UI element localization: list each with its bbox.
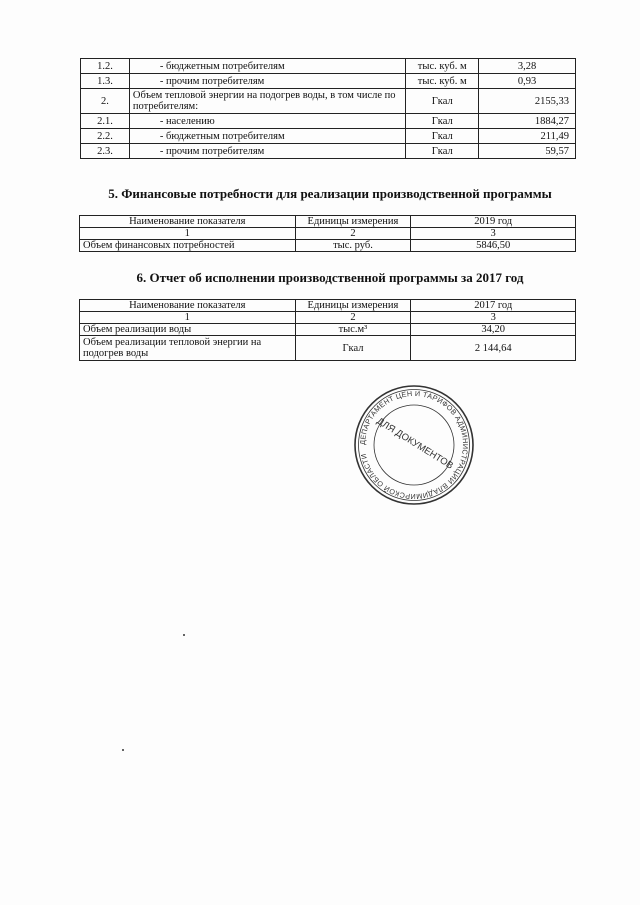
section5-title: 5. Финансовые потребности для реализации производственной программы: [108, 186, 552, 201]
table-row: [80, 240, 576, 252]
row-name: - бюджетным потребителям: [129, 129, 405, 144]
table-row: [81, 74, 576, 89]
row-number: 2.: [81, 89, 130, 114]
table-row: [81, 89, 576, 114]
row-number: 2.2.: [81, 129, 130, 144]
column-index: 1: [80, 312, 296, 324]
column-header: Наименование показателя: [80, 300, 296, 312]
row-unit: тыс. куб. м: [406, 74, 479, 89]
row-name: Объем реализации тепловой энергии на подогрев воды: [80, 336, 296, 361]
row-number: 1.2.: [81, 59, 130, 74]
row-value: 34,20: [411, 324, 576, 336]
row-value: 2155,33: [479, 89, 576, 114]
table-row: [81, 129, 576, 144]
scan-speck: [183, 634, 185, 636]
scan-speck: [122, 749, 124, 751]
table-header-row: [80, 300, 576, 312]
row-value: 2 144,64: [411, 336, 576, 361]
row-unit: Гкал: [406, 129, 479, 144]
row-unit: Гкал: [295, 336, 411, 361]
column-index: 3: [411, 228, 576, 240]
volume-table: [80, 58, 576, 159]
row-name: - населению: [129, 114, 405, 129]
row-unit: Гкал: [406, 89, 479, 114]
stamp-center-text: ДЛЯ ДОКУМЕНТОВ: [374, 415, 455, 472]
section6-title: 6. Отчет об исполнении производственной программы за 2017 год: [136, 270, 524, 285]
row-name: - бюджетным потребителям: [129, 59, 405, 74]
program-report-table: [79, 299, 576, 361]
column-index: 3: [411, 312, 576, 324]
column-header: 2017 год: [411, 300, 576, 312]
stamp-ring-text: ДЕПАРТАМЕНТ ЦЕН И ТАРИФОВ АДМИНИСТРАЦИИ ВЛАДИМИРСКОЙ ОБЛАСТИ: [357, 388, 471, 502]
table-row: [80, 336, 576, 361]
column-header: Единицы измерения: [295, 216, 411, 228]
column-header: Наименование показателя: [80, 216, 296, 228]
column-header: Единицы измерения: [295, 300, 411, 312]
table-row: [81, 59, 576, 74]
row-name: Объем финансовых потребностей: [80, 240, 296, 252]
official-stamp: [353, 384, 475, 506]
financial-needs-table: [79, 215, 576, 252]
table-index-row: [80, 228, 576, 240]
row-value: 3,28: [479, 59, 576, 74]
row-unit: тыс. руб.: [295, 240, 411, 252]
table-header-row: [80, 216, 576, 228]
row-number: 2.1.: [81, 114, 130, 129]
row-unit: тыс. куб. м: [406, 59, 479, 74]
row-number: 2.3.: [81, 144, 130, 159]
column-index: 1: [80, 228, 296, 240]
column-header: 2019 год: [411, 216, 576, 228]
row-unit: Гкал: [406, 144, 479, 159]
row-name: Объем реализации воды: [80, 324, 296, 336]
row-unit: тыс.м³: [295, 324, 411, 336]
table-row: [81, 144, 576, 159]
table-row: [80, 324, 576, 336]
column-index: 2: [295, 312, 411, 324]
row-number: 1.3.: [81, 74, 130, 89]
row-value: 5846,50: [411, 240, 576, 252]
row-name: Объем тепловой энергии на подогрев воды, в том числе по потребителям:: [129, 89, 405, 114]
column-index: 2: [295, 228, 411, 240]
row-value: 211,49: [479, 129, 576, 144]
row-name: - прочим потребителям: [129, 144, 405, 159]
row-value: 59,57: [479, 144, 576, 159]
row-value: 0,93: [479, 74, 576, 89]
row-unit: Гкал: [406, 114, 479, 129]
table-index-row: [80, 312, 576, 324]
row-value: 1884,27: [479, 114, 576, 129]
row-name: - прочим потребителям: [129, 74, 405, 89]
table-row: [81, 114, 576, 129]
